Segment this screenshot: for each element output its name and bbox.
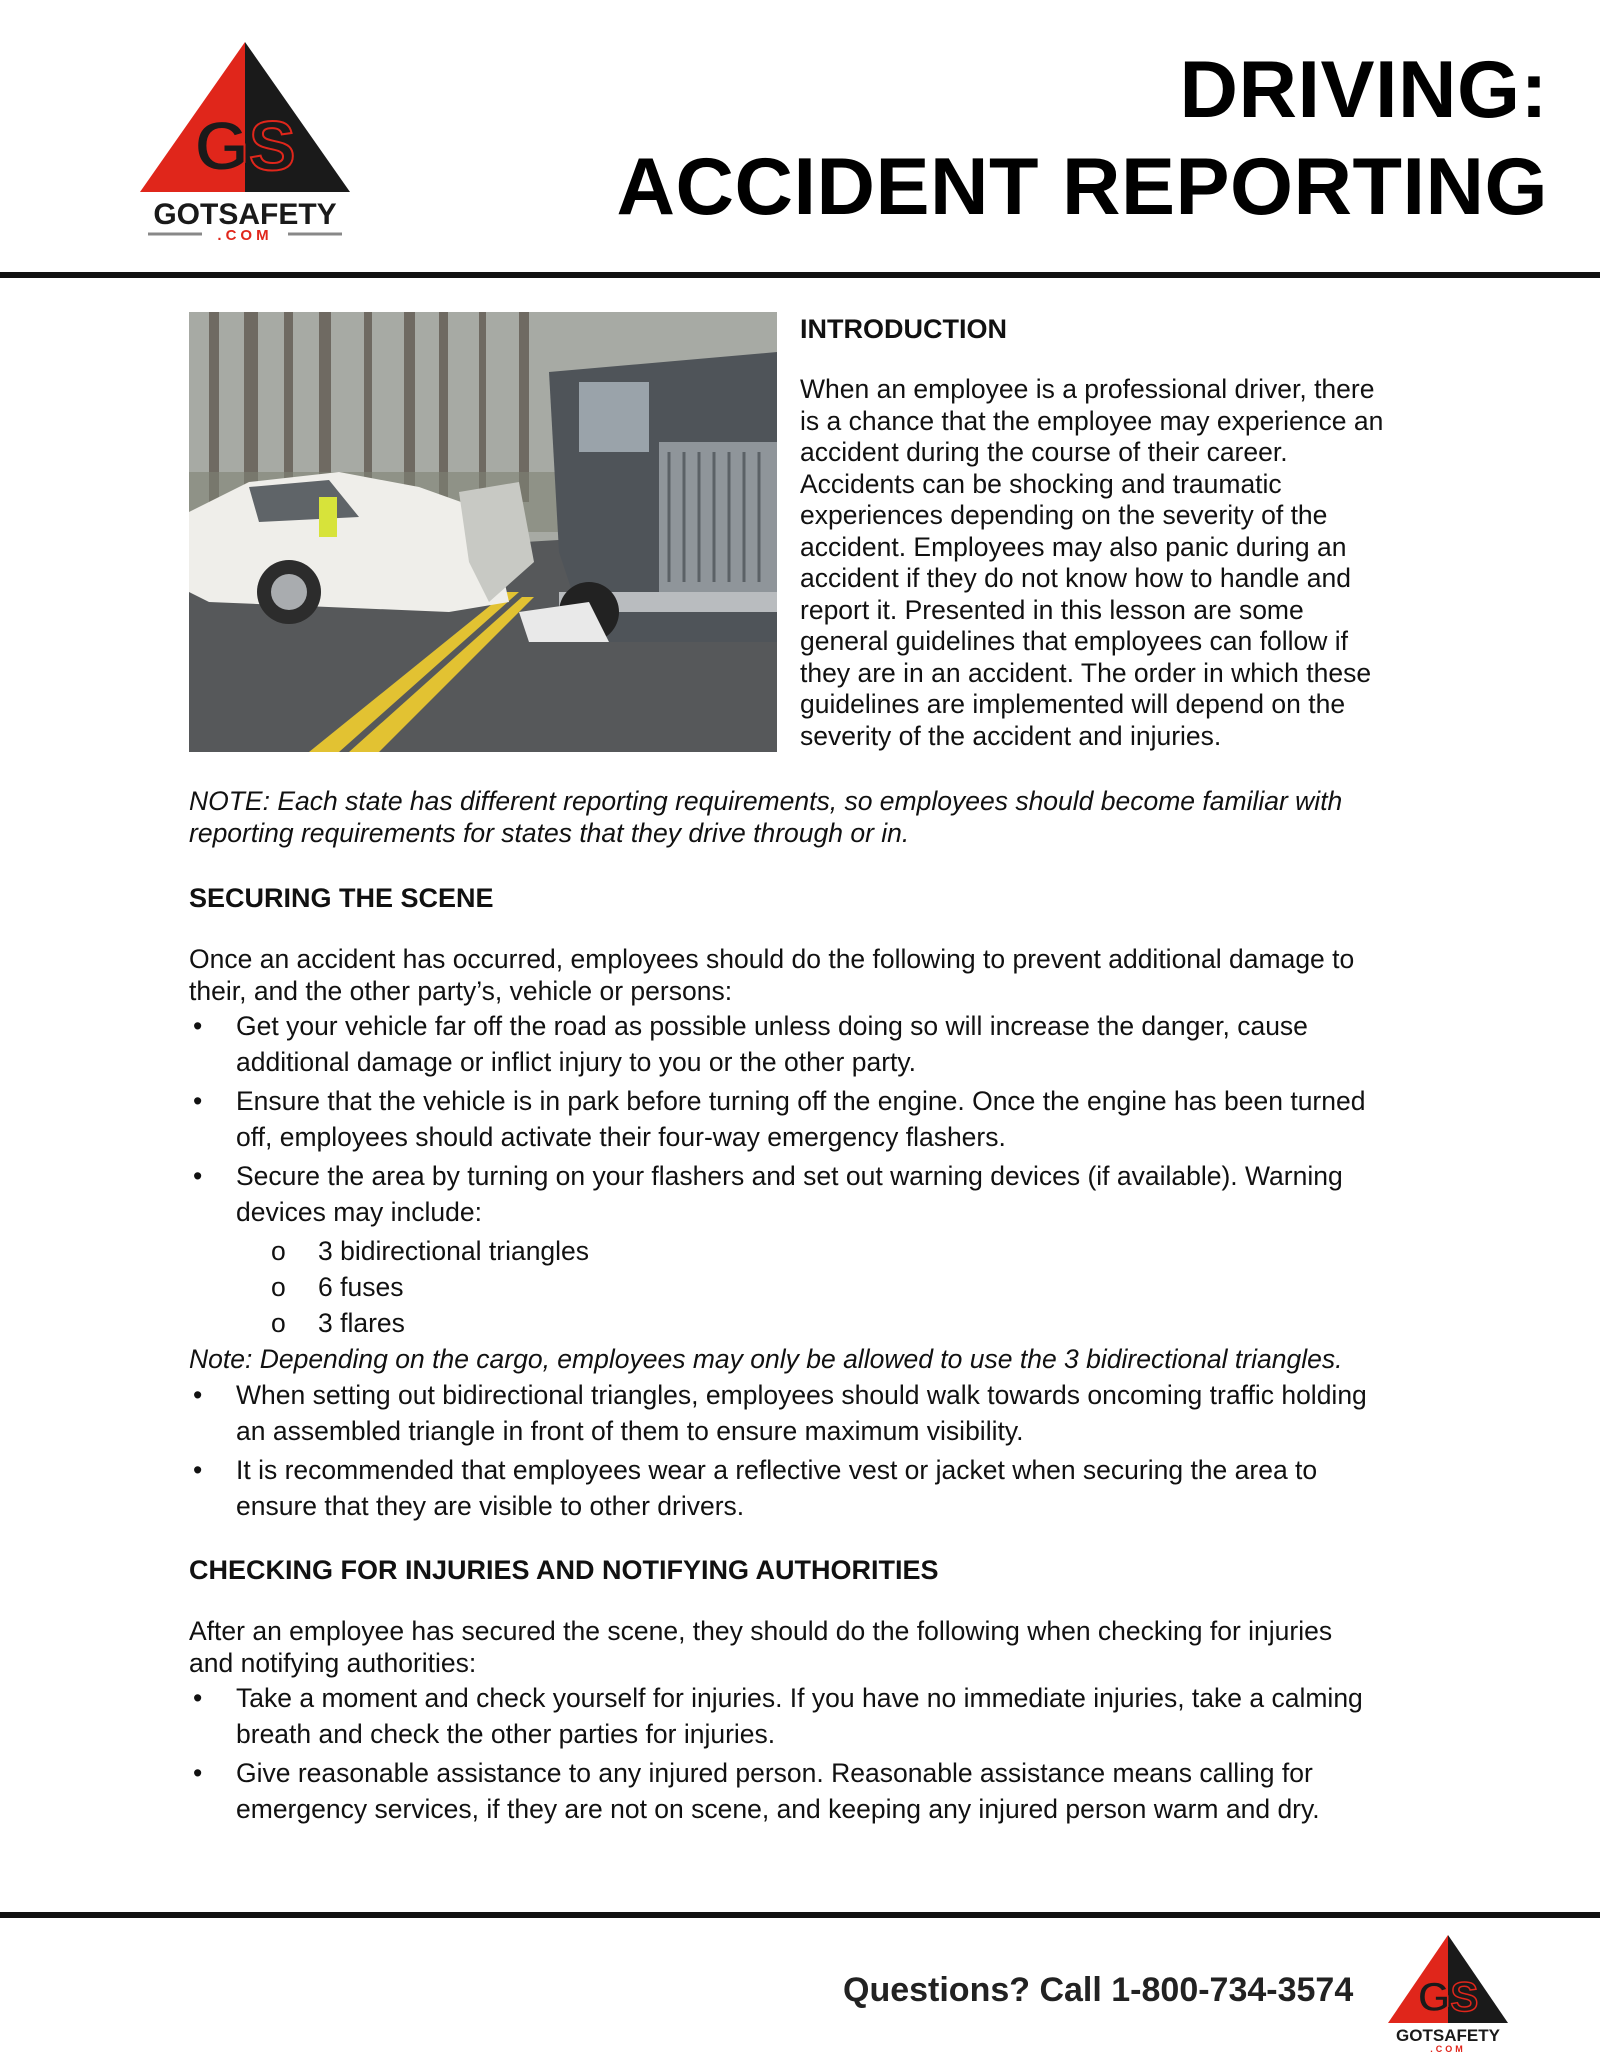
securing-heading: SECURING THE SCENE <box>189 883 494 913</box>
truck-car-accident-photo <box>189 312 777 752</box>
logo-mark: GS <box>194 107 296 185</box>
gotsafety-footer-logo <box>1386 1935 1511 2053</box>
intro-line: When an employee is a professional driver, there <box>800 374 1375 404</box>
logo-text: GOTSAFETY <box>1396 2026 1500 2045</box>
list-item-line: additional damage or inflict injury to you or the other party. <box>236 1047 917 1077</box>
intro-line: experiences depending on the severity of the <box>800 500 1328 530</box>
bullet-icon: • <box>193 1683 203 1713</box>
list-item-line: When setting out bidirectional triangles, employees should walk towards oncoming traffic holding <box>236 1380 1367 1410</box>
sub-bullet-icon: o <box>271 1236 286 1266</box>
securing-intro-line: Once an accident has occurred, employees should do the following to prevent additional damage to <box>189 944 1355 974</box>
intro-line: accident during the course of their career. <box>800 437 1288 467</box>
list-item-line: Take a moment and check yourself for injuries. If you have no immediate injuries, take a calming <box>236 1683 1363 1713</box>
list-item <box>189 1452 1429 1524</box>
gotsafety-logo <box>140 42 350 242</box>
list-item <box>189 1083 1429 1155</box>
sub-list-item <box>189 1305 1429 1341</box>
injuries-heading: CHECKING FOR INJURIES AND NOTIFYING AUTHORITIES <box>189 1555 939 1585</box>
logo-mark: GS <box>1417 1973 1479 2020</box>
list-item <box>189 1158 1429 1230</box>
bullet-icon: • <box>193 1161 203 1191</box>
intro-line: they are in an accident. The order in which these <box>800 657 1372 688</box>
list-item-line: Secure the area by turning on your flashers and set out warning devices (if available). Warning <box>236 1161 1343 1191</box>
list-item-line: It is recommended that employees wear a reflective vest or jacket when securing the area to <box>236 1455 1318 1485</box>
securing-intro <box>189 944 1429 1007</box>
footer-divider <box>0 1912 1600 1918</box>
intro-line: severity of the accident and injuries. <box>800 720 1222 751</box>
introduction-heading: INTRODUCTION <box>800 314 1007 344</box>
logo-sub: .COM <box>217 227 273 242</box>
sub-bullet-icon: o <box>271 1272 286 1302</box>
securing-list <box>189 1008 1429 1527</box>
injuries-intro <box>189 1616 1429 1679</box>
title-line-1: DRIVING: <box>1179 45 1548 135</box>
intro-line: report it. Presented in this lesson are some <box>800 594 1304 625</box>
injuries-list <box>189 1680 1429 1830</box>
title-line-2: ACCIDENT REPORTING <box>616 142 1548 232</box>
header-divider <box>0 272 1600 278</box>
intro-line: accident if they do not know how to handle and <box>800 563 1351 593</box>
bullet-icon: • <box>193 1758 203 1788</box>
list-item <box>189 1680 1429 1752</box>
list-item-line: Get your vehicle far off the road as possible unless doing so will increase the danger, cause <box>236 1011 1308 1041</box>
introduction-body <box>800 374 1425 752</box>
list-item <box>189 1755 1429 1827</box>
injuries-intro-line: After an employee has secured the scene, they should do the following when checking for injuries <box>189 1616 1333 1646</box>
sub-bullet-icon: o <box>271 1308 286 1338</box>
list-item <box>189 1008 1429 1080</box>
logo-sub: .COM <box>1430 2044 1466 2053</box>
sub-list-item <box>189 1233 1429 1269</box>
sub-item-text: 3 bidirectional triangles <box>318 1236 590 1266</box>
cargo-note: Note: Depending on the cargo, employees may only be allowed to use the 3 bidirectional triangles. <box>189 1344 1343 1374</box>
list-item-line: Ensure that the vehicle is in park before turning off the engine. Once the engine has been turned <box>236 1086 1366 1116</box>
sub-list-item <box>189 1269 1429 1305</box>
bullet-icon: • <box>193 1086 203 1116</box>
injuries-intro-line: and notifying authorities: <box>189 1647 477 1678</box>
questions-phone: Questions? Call 1-800-734-3574 <box>843 1971 1354 2009</box>
bullet-icon: • <box>193 1380 203 1410</box>
page-title <box>616 42 1548 236</box>
list-item-line: breath and check the other parties for injuries. <box>236 1719 776 1749</box>
securing-intro-line: their, and the other party’s, vehicle or persons: <box>189 975 733 1006</box>
list-item-line: off, employees should activate their four-way emergency flashers. <box>236 1122 1006 1152</box>
intro-line: general guidelines that employees can follow if <box>800 626 1348 656</box>
logo-text: GOTSAFETY <box>153 198 337 231</box>
note-line: reporting requirements for states that they drive through or in. <box>189 817 910 848</box>
list-item <box>189 1377 1429 1449</box>
list-item-line: devices may include: <box>236 1197 482 1227</box>
intro-line: is a chance that the employee may experience an <box>800 405 1384 436</box>
intro-line: guidelines are implemented will depend on the <box>800 689 1346 719</box>
list-item-line: an assembled triangle in front of them to ensure maximum visibility. <box>236 1416 1024 1446</box>
list-item-line: Give reasonable assistance to any injured person. Reasonable assistance means calling for <box>236 1758 1313 1788</box>
list-item-line: emergency services, if they are not on scene, and keeping any injured person warm and dry. <box>236 1794 1320 1824</box>
list-item-line: ensure that they are visible to other drivers. <box>236 1491 745 1521</box>
bullet-icon: • <box>193 1455 203 1485</box>
intro-line: accident. Employees may also panic during an <box>800 531 1347 562</box>
intro-line: Accidents can be shocking and traumatic <box>800 468 1282 499</box>
state-note <box>189 786 1429 849</box>
sub-item-text: 3 flares <box>318 1308 405 1338</box>
bullet-icon: • <box>193 1011 203 1041</box>
sub-item-text: 6 fuses <box>318 1272 404 1302</box>
note-line: NOTE: Each state has different reporting requirements, so employees should become familiar with <box>189 786 1343 816</box>
